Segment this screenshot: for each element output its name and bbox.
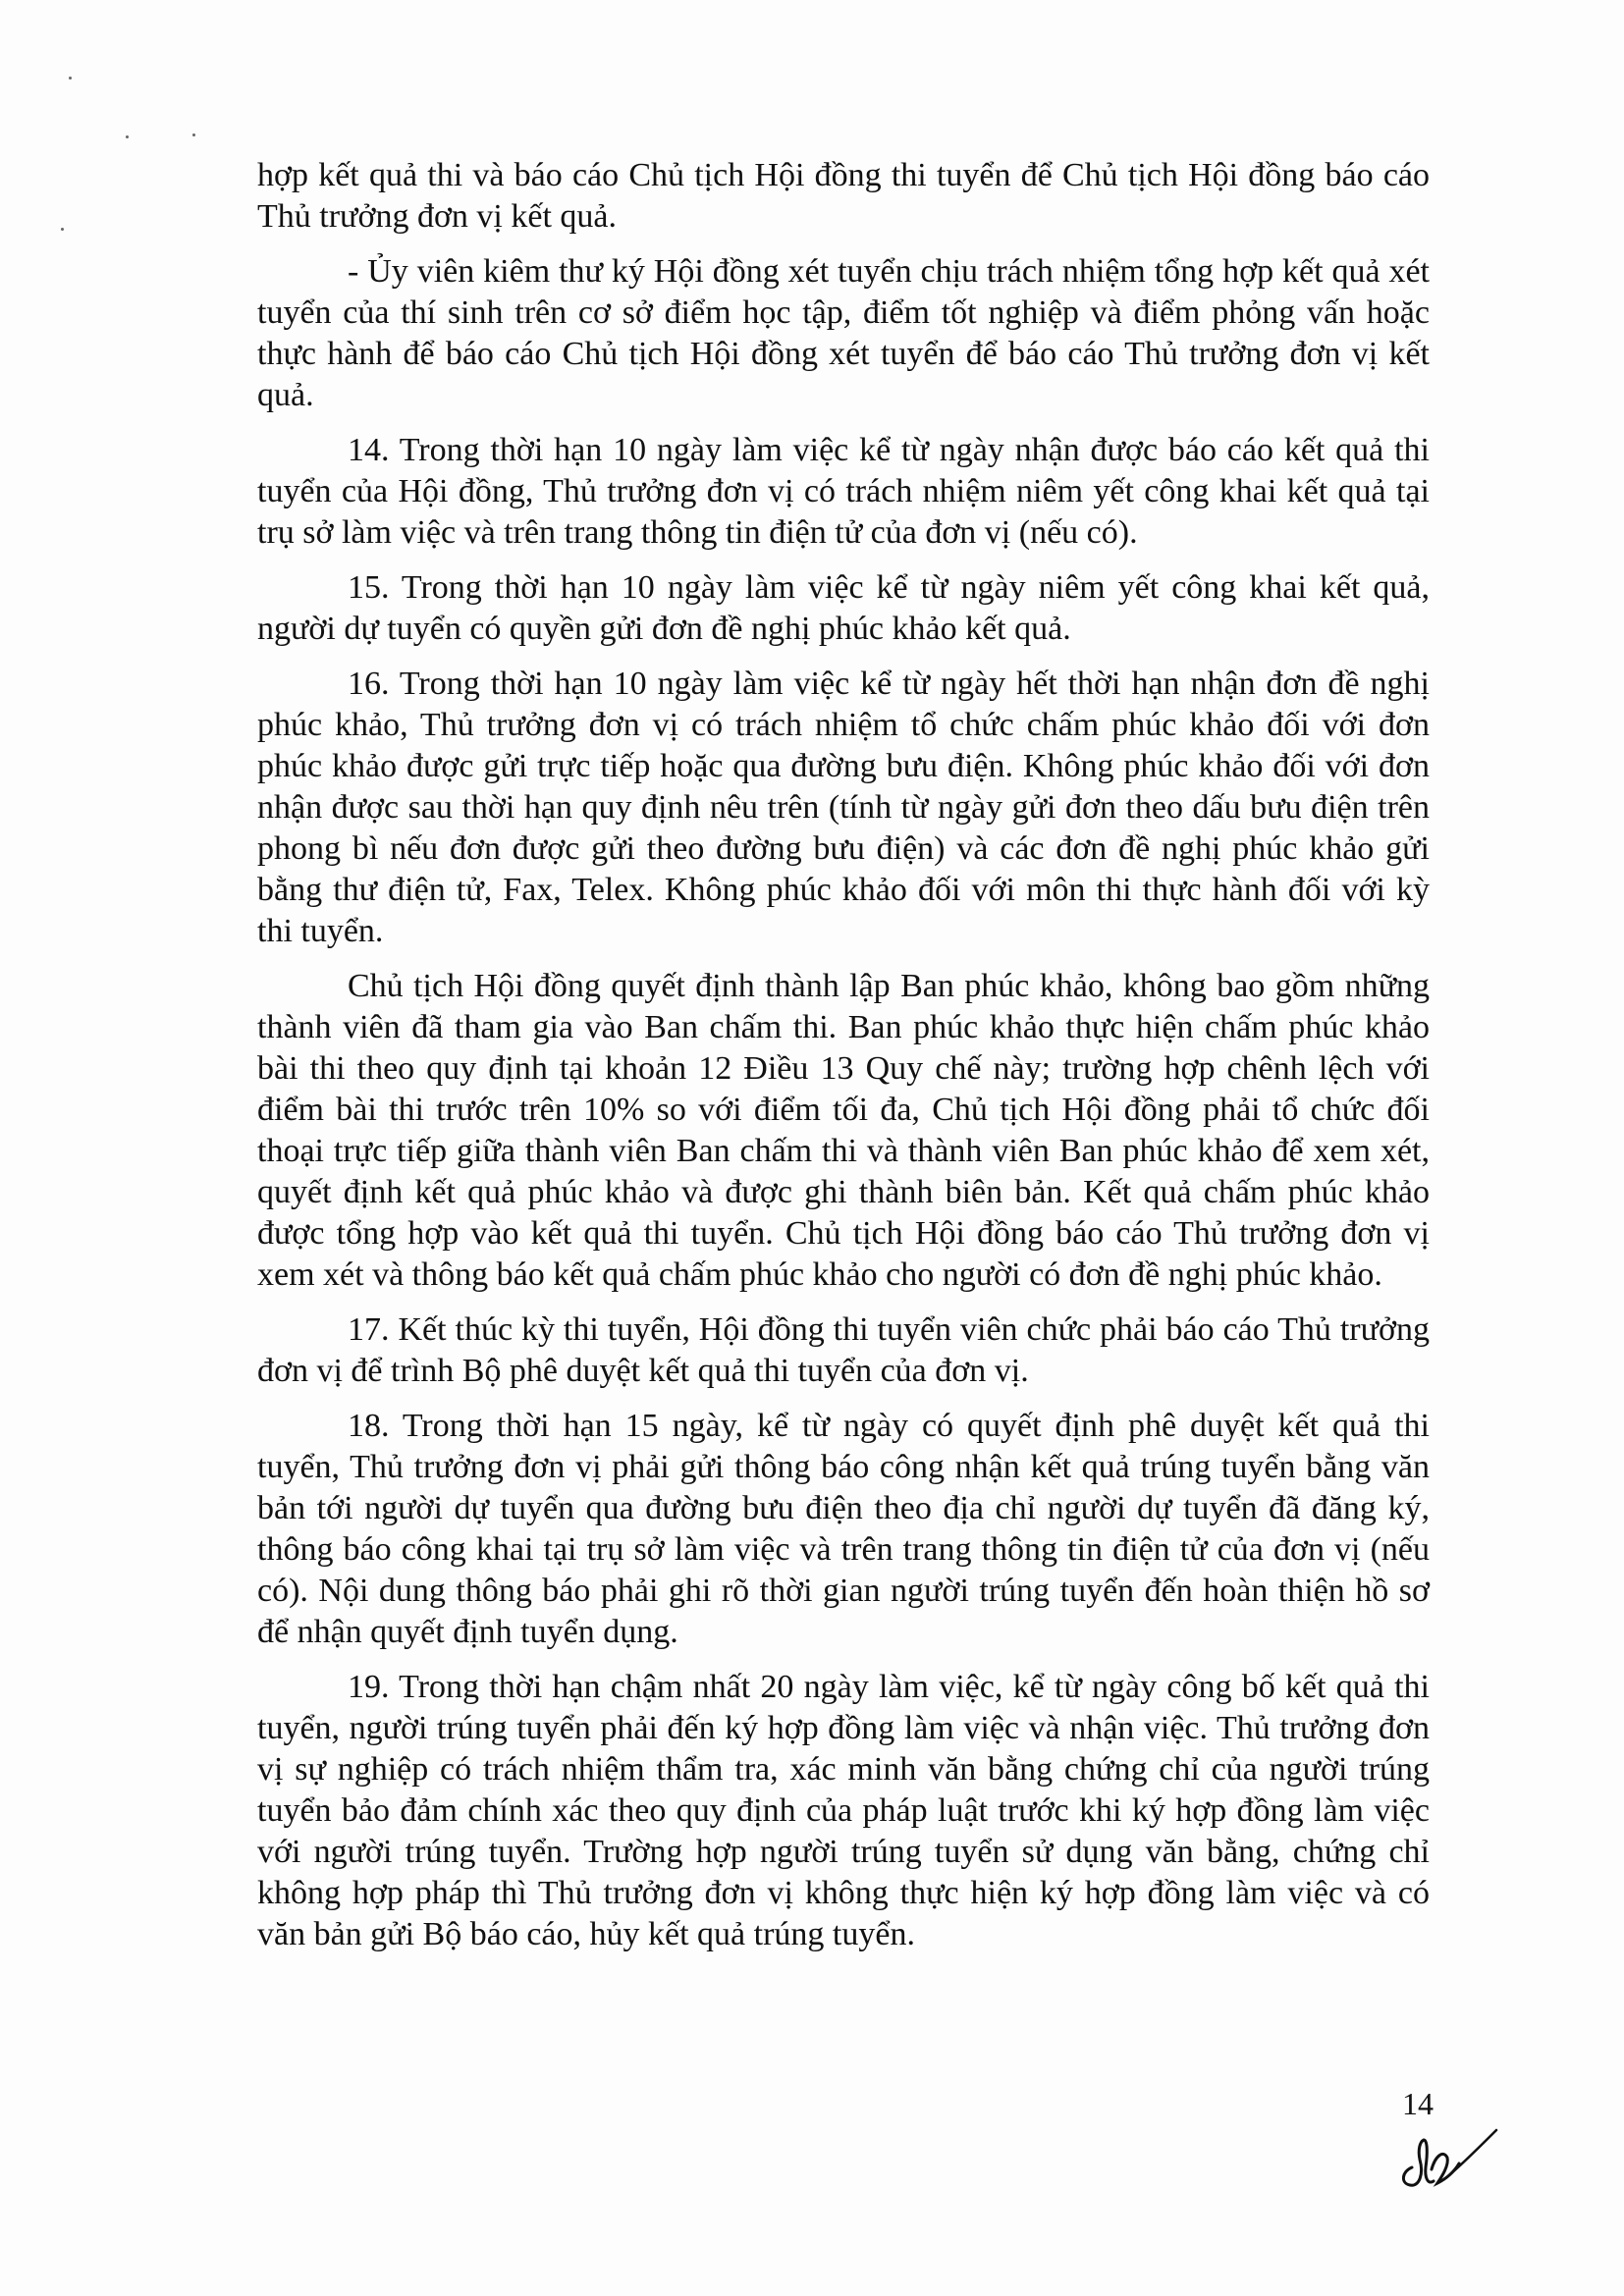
scan-speck	[69, 77, 72, 80]
scan-speck	[61, 228, 64, 231]
paragraph-review-board: Chủ tịch Hội đồng quyết định thành lập Ban phúc khảo, không bao gồm những thành viên đã tham gia vào Ban chấm thi. Ban phúc khảo thực hiện chấm phúc khảo bài thi theo quy định tại khoản 12 Điều 13 Quy chế này; trường hợp chênh lệch với điểm bài thi trước trên 10% so với điểm tối đa, Chủ tịch Hội đồng phải tổ chức đối thoại trực tiếp giữa thành viên Ban chấm thi và thành viên Ban phúc khảo để xem xét, quyết định kết quả phúc khảo và được ghi thành biên bản. Kết quả chấm phúc khảo được tổng hợp vào kết quả thi tuyển. Chủ tịch Hội đồng báo cáo Thủ trưởng đơn vị xem xét và thông báo kết quả chấm phúc khảo cho người có đơn đề nghị phúc khảo.	[257, 968, 1430, 1293]
scan-speck	[192, 133, 195, 136]
paragraph-continuation: hợp kết quả thi và báo cáo Chủ tịch Hội đồng thi tuyển để Chủ tịch Hội đồng báo cáo Thủ trưởng đơn vị kết quả.	[257, 157, 1430, 235]
paragraph-16: 16. Trong thời hạn 10 ngày làm việc kể từ ngày hết thời hạn nhận đơn đề nghị phúc khảo, Thủ trưởng đơn vị có trách nhiệm tổ chức chấm phúc khảo đối với đơn phúc khảo được gửi trực tiếp hoặc qua đường bưu điện. Không phúc khảo đối với đơn nhận được sau thời hạn quy định nêu trên (tính từ ngày gửi đơn theo dấu bưu điện trên phong bì nếu đơn được gửi theo đường bưu điện) và các đơn đề nghị phúc khảo gửi bằng thư điện tử, Fax, Telex. Không phúc khảo đối với môn thi thực hành đối với kỳ thi tuyển.	[257, 666, 1430, 949]
paragraph-17: 17. Kết thúc kỳ thi tuyển, Hội đồng thi tuyển viên chức phải báo cáo Thủ trưởng đơn vị để trình Bộ phê duyệt kết quả thi tuyển của đơn vị.	[257, 1311, 1430, 1389]
paragraph-14: 14. Trong thời hạn 10 ngày làm việc kể từ ngày nhận được báo cáo kết quả thi tuyển của Hội đồng, Thủ trưởng đơn vị có trách nhiệm niêm yết công khai kết quả tại trụ sở làm việc và trên trang thông tin điện tử của đơn vị (nếu có).	[257, 432, 1430, 551]
scan-speck	[126, 135, 129, 138]
paragraph-19: 19. Trong thời hạn chậm nhất 20 ngày làm việc, kể từ ngày công bố kết quả thi tuyển, người trúng tuyển phải đến ký hợp đồng làm việc và nhận việc. Thủ trưởng đơn vị sự nghiệp có trách nhiệm thẩm tra, xác minh văn bằng chứng chỉ của người trúng tuyển bảo đảm chính xác theo quy định của pháp luật trước khi ký hợp đồng làm việc với người trúng tuyển. Trường hợp người trúng tuyển sử dụng văn bằng, chứng chỉ không hợp pháp thì Thủ trưởng đơn vị không thực hiện ký hợp đồng làm việc và có văn bản gửi Bộ báo cáo, hủy kết quả trúng tuyển.	[257, 1669, 1430, 1952]
document-body	[257, 155, 1430, 1969]
paragraph-18: 18. Trong thời hạn 15 ngày, kể từ ngày có quyết định phê duyệt kết quả thi tuyển, Thủ trưởng đơn vị phải gửi thông báo công nhận kết quả trúng tuyển bằng văn bản tới người dự tuyển qua đường bưu điện theo địa chỉ người dự tuyển đã đăng ký, thông báo công khai tại trụ sở làm việc và trên trang thông tin điện tử của đơn vị (nếu có). Nội dung thông báo phải ghi rõ thời gian người trúng tuyển đến hoàn thiện hồ sơ để nhận quyết định tuyển dụng.	[257, 1408, 1430, 1650]
paragraph-secretary: - Ủy viên kiêm thư ký Hội đồng xét tuyển chịu trách nhiệm tổng hợp kết quả xét tuyển của thí sinh trên cơ sở điểm học tập, điểm tốt nghiệp và điểm phỏng vấn hoặc thực hành để báo cáo Chủ tịch Hội đồng xét tuyển để báo cáo Thủ trưởng đơn vị kết quả.	[257, 253, 1430, 413]
handwritten-initials-icon	[1394, 2120, 1502, 2199]
page-number: 14	[1402, 2086, 1434, 2121]
paragraph-15: 15. Trong thời hạn 10 ngày làm việc kể từ ngày niêm yết công khai kết quả, người dự tuyển có quyền gửi đơn đề nghị phúc khảo kết quả.	[257, 569, 1430, 647]
